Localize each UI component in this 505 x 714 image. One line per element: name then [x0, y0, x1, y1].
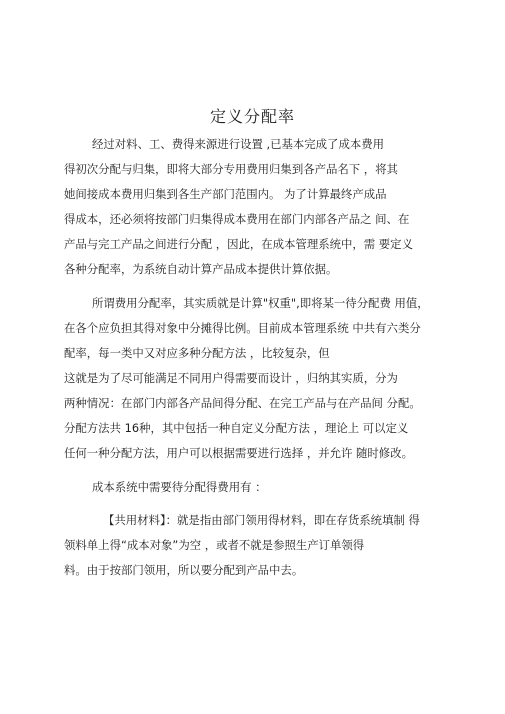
paragraph-line: 【共用材料】：就是指由部门领用得材料，即在存货系统填制 得: [103, 513, 420, 527]
paragraph-line: 得成本，还必须将按部门归集得成本费用在部门内部各产品之 间、在: [64, 212, 410, 226]
paragraph-line: 这就是为了尽可能满足不同用户得需要而设计 ，归纳其实质，分为: [64, 371, 398, 385]
paragraph-line: 两种情况：在部门内部各产品间得分配、在完工产品与在产品间 分配。: [64, 396, 421, 410]
paragraph-line: 经过对料、工、费得来源进行设置 ,已基本完成了成本费用: [92, 137, 385, 151]
paragraph-line: 成本系统中需要待分配得费用有 ：: [92, 480, 267, 494]
paragraph-line: 分配方法共 16种，其中包括一种自定义分配方法 ，理论上 可以定义: [64, 421, 409, 435]
paragraph-line: 任何一种分配方法，用户可以根据需要进行选择 ，并允许 随时修改。: [64, 446, 413, 460]
paragraph-line: 配率，每一类中又对应多种分配方法 ，比较复杂，但: [64, 346, 330, 360]
paragraph-line: 产品与完工产品之间进行分配 ，因此，在成本管理系统中，需 要定义: [64, 237, 413, 251]
paragraph-line: 在各个应负担其得对象中分摊得比例。目前成本管理系统 中共有六类分: [64, 321, 421, 335]
paragraph-line: 得初次分配与归集，即将大部分专用费用归集到各产品名下 ，将其: [64, 162, 398, 176]
paragraph-line: 料。由于按部门领用，所以要分配到产品中去。: [64, 563, 304, 577]
paragraph-line: 所谓费用分配率，其实质就是计算"权重",即将某一待分配费 用值，: [92, 296, 429, 310]
paragraph-line: 各种分配率，为系统自动计算产品成本提供计算依据。: [64, 262, 338, 276]
paragraph-line: 她间接成本费用归集到各生产部门范围内。 为了计算最终产成品: [64, 187, 387, 201]
paragraph-line: 领料单上得“成本对象”为空 ，或者不就是参照生产订单领得: [64, 538, 365, 552]
document-title: 定义分配率: [209, 107, 295, 126]
